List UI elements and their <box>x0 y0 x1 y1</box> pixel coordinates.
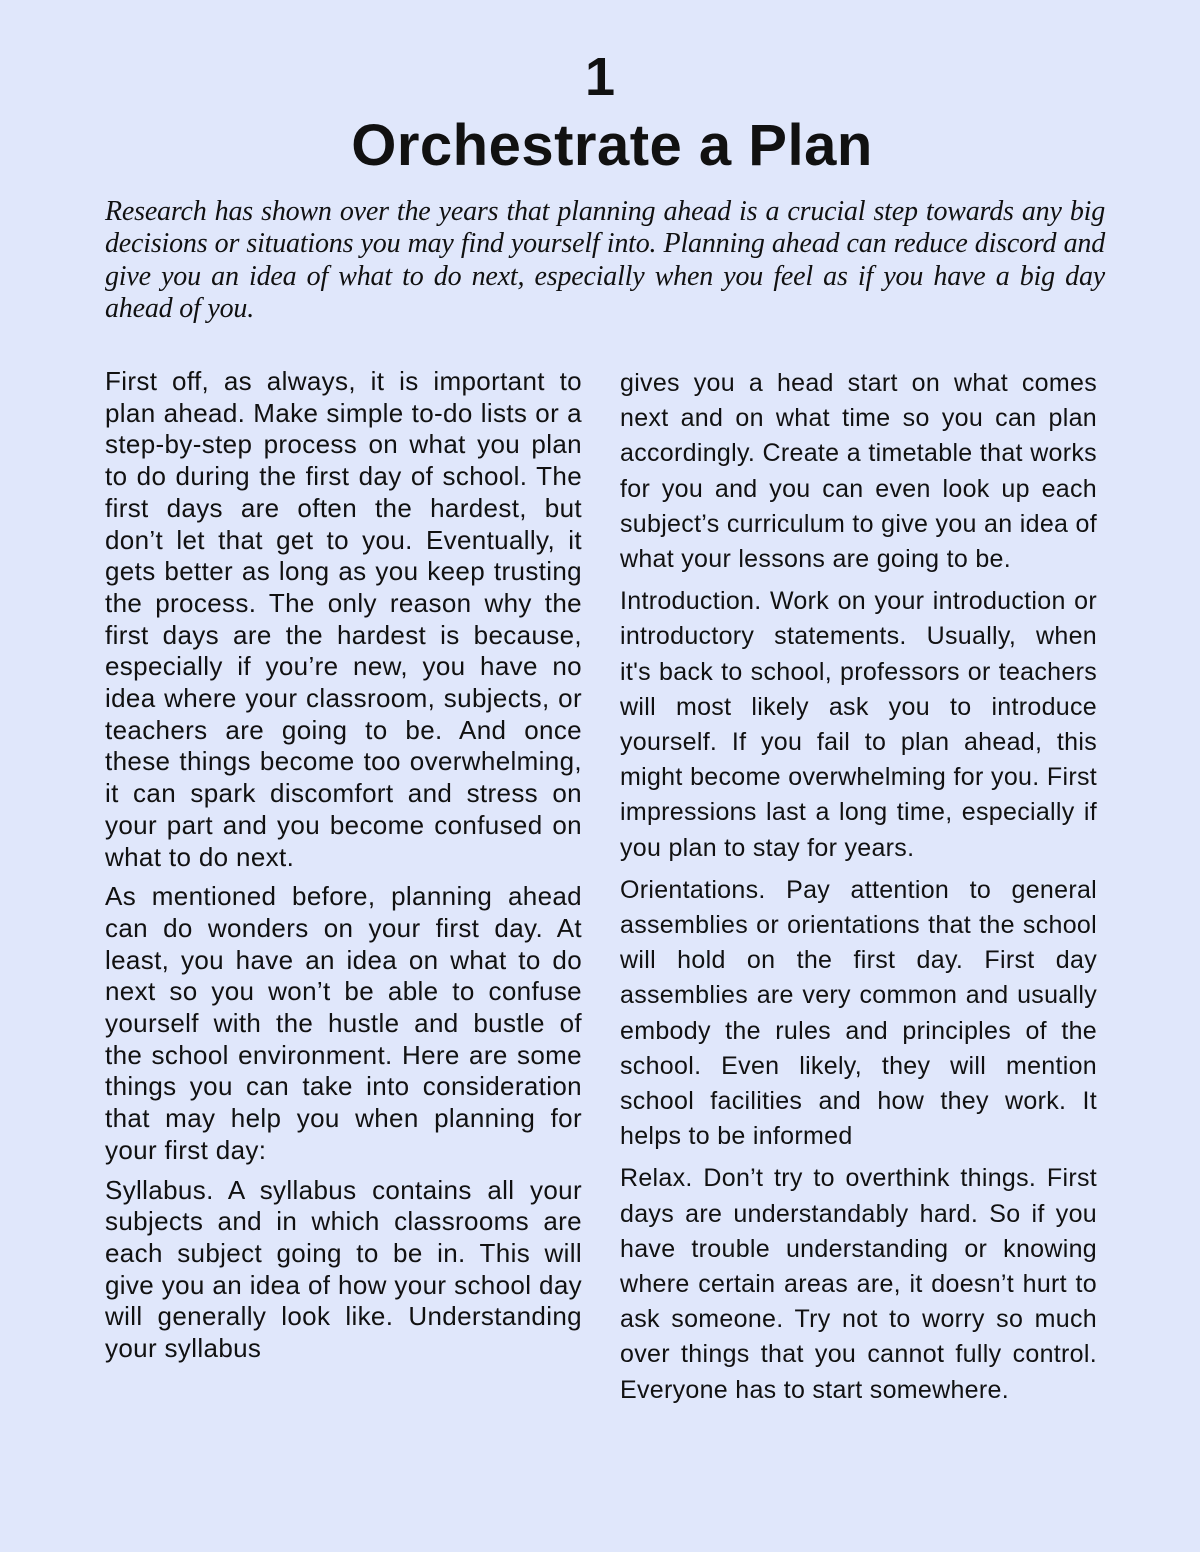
body-paragraph: Orientations. Pay attention to general assemblies or orientations that the school will hold on the first day. First day assemblies are very common and usually embody the rules and principles of the school. Even likely, they will mention school facilities and how they work. It helps to be informed <box>620 875 1097 1151</box>
chapter-number: 1 <box>584 47 616 107</box>
page-title: Orchestrate a Plan <box>351 113 873 178</box>
body-paragraph: Syllabus. A syllabus contains all your subjects and in which classrooms are each subject going to be in. This will give you an idea of how your school day will generally look like. Understanding your syllabus <box>105 1174 582 1364</box>
body-paragraph: gives you a head start on what comes next and on what time so you can plan accordingly. Create a timetable that works for you and you can even look up each subject’s curriculum to give you an idea of what your lessons are going to be. <box>620 369 1097 574</box>
right-column <box>620 366 1097 1415</box>
left-column <box>105 366 582 1373</box>
body-paragraph: Relax. Don’t try to overthink things. First days are understandably hard. So if you have trouble understanding or knowing where certain areas are, it doesn’t hurt to ask someone. Try not to worry so much over things that you cannot fully control. Everyone has to start somewhere. <box>620 1164 1097 1404</box>
body-paragraph: As mentioned before, planning ahead can do wonders on your first day. At least, you have an idea on what to do next so you won’t be able to confuse yourself with the hustle and bustle of the school environment. Here are some things you can take into consideration that may help you when planning for your first day: <box>105 881 582 1165</box>
body-paragraph: Introduction. Work on your introduction or introductory statements. Usually, when it's back to school, professors or teachers will most likely ask you to introduce yourself. If you fail to plan ahead, this might become overwhelming for you. First impressions last a long time, especially if you plan to stay for years. <box>620 587 1097 862</box>
intro-paragraph: Research has shown over the years that planning ahead is a crucial step towards any big decisions or situations you may find yourself into. Planning ahead can reduce discord and give you an idea of what to do next, especially when you feel as if you have a big day ahead of you. <box>105 196 1105 324</box>
body-paragraph: First off, as always, it is important to plan ahead. Make simple to-do lists or a step-by-step process on what you plan to do during the first day of school. The first days are often the hardest, but don’t let that get to you. Eventually, it gets better as long as you keep trusting the process. The only reason why the first days are the hardest is because, especially if you’re new, you have no idea where your classroom, subjects, or teachers are going to be. And once these things become too overwhelming, it can spark discomfort and stress on your part and you become confused on what to do next. <box>105 366 582 872</box>
